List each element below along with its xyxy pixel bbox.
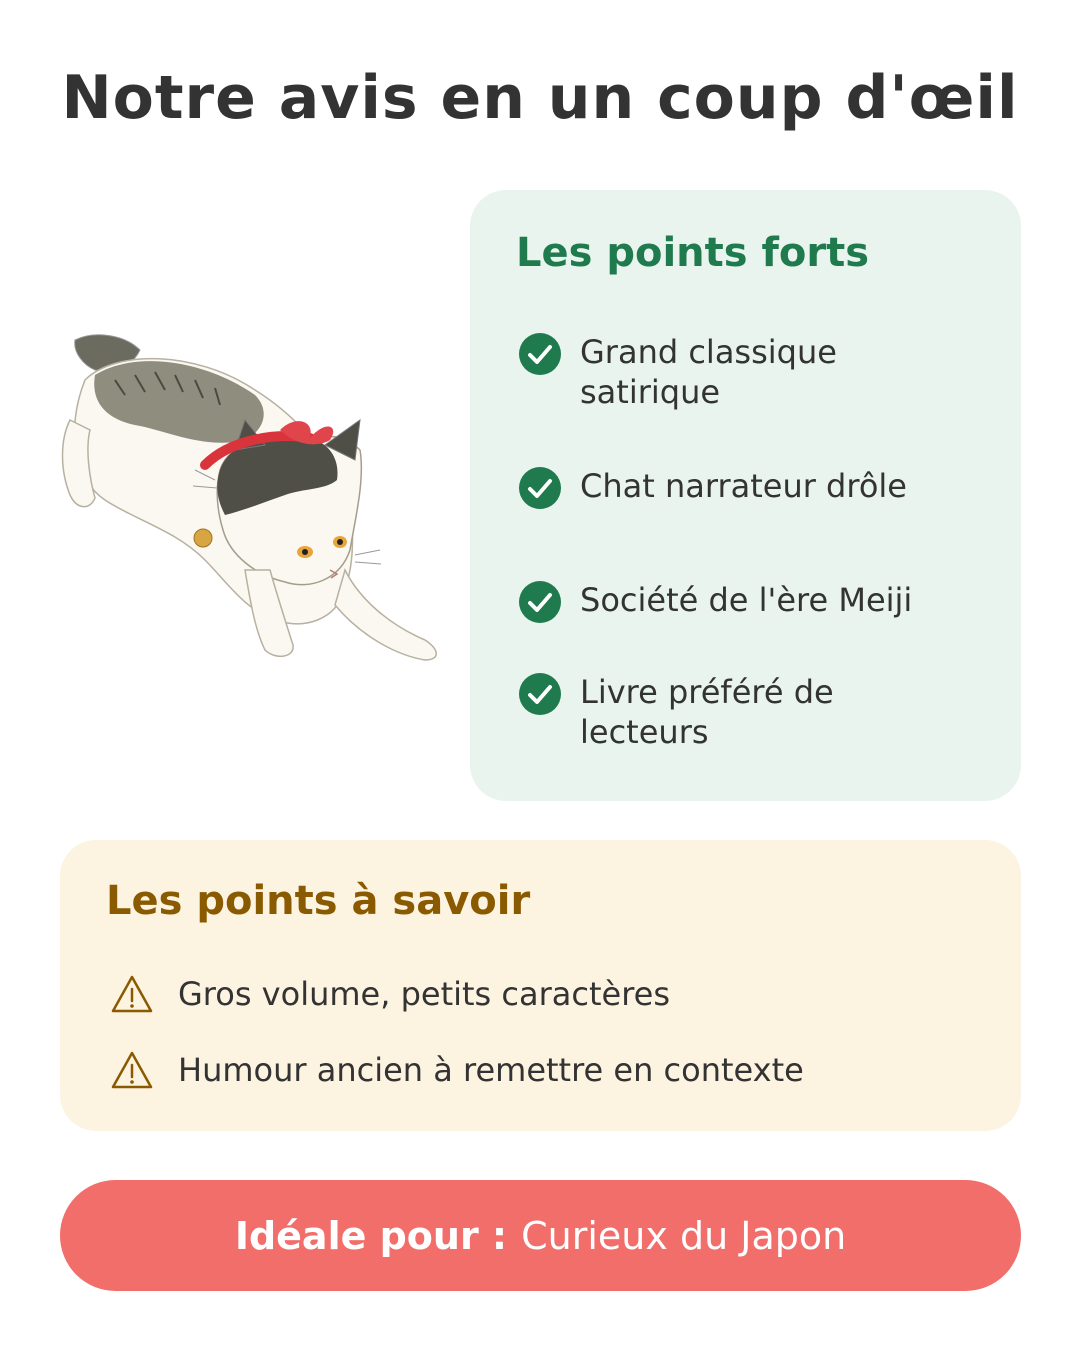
pro-item-line: satirique — [580, 373, 721, 411]
pro-item — [518, 580, 988, 624]
cons-card — [60, 840, 1021, 1131]
ideal-for-value: Curieux du Japon — [521, 1213, 847, 1258]
pro-item-line: Société de l'ère Meiji — [580, 581, 913, 619]
check-circle-icon — [518, 466, 562, 510]
pro-item-label — [580, 332, 837, 412]
pro-item — [518, 332, 988, 412]
pro-item-label — [580, 672, 834, 752]
pros-card — [470, 190, 1021, 801]
ideal-for-label: Idéale pour : — [234, 1213, 508, 1258]
cat-illustration — [55, 320, 450, 670]
con-item — [110, 974, 670, 1014]
check-circle-icon — [518, 580, 562, 624]
pro-item — [518, 466, 988, 510]
ideal-for-banner — [60, 1180, 1021, 1291]
check-circle-icon — [518, 332, 562, 376]
warning-icon — [110, 1050, 154, 1090]
con-item-label: Gros volume, petits caractères — [178, 975, 670, 1013]
check-circle-icon — [518, 672, 562, 716]
pro-item — [518, 672, 988, 752]
con-item-label: Humour ancien à remettre en contexte — [178, 1051, 804, 1089]
pro-item-label — [580, 580, 912, 620]
pros-title: Les points forts — [516, 230, 870, 276]
pro-item-line: Livre préféré de — [580, 673, 834, 711]
pro-item-label — [580, 466, 907, 506]
pro-item-line: Chat narrateur drôle — [580, 467, 907, 505]
warning-icon — [110, 974, 154, 1014]
cons-title: Les points à savoir — [106, 878, 531, 924]
con-item — [110, 1050, 804, 1090]
pro-item-line: lecteurs — [580, 713, 709, 751]
pro-item-line: Grand classique — [580, 333, 837, 371]
page-title: Notre avis en un coup d'œil — [61, 63, 1019, 133]
